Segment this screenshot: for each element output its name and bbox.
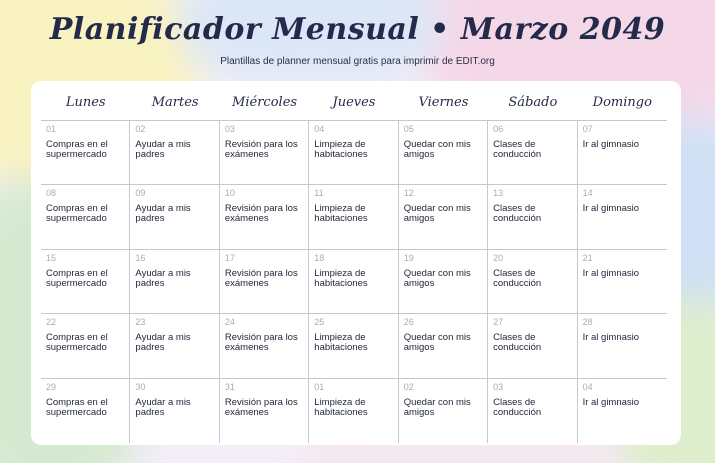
day-number: 19: [403, 252, 414, 263]
day-cell[interactable]: [41, 250, 130, 314]
day-task: Clases de conducción: [493, 139, 542, 160]
day-cell[interactable]: [578, 250, 667, 314]
day-task: Ayudar a mis padres: [135, 396, 191, 418]
day-number: 15: [46, 252, 57, 263]
day-task: Ir al gimnasio: [582, 267, 640, 279]
day-cell[interactable]: [41, 379, 130, 443]
day-cell[interactable]: [488, 185, 577, 249]
day-task: Ir al gimnasio: [582, 396, 640, 408]
day-cell[interactable]: [309, 121, 398, 185]
day-number: 14: [582, 188, 593, 199]
weekday-thursday: Jueves: [332, 95, 376, 110]
day-cell[interactable]: [130, 379, 219, 443]
day-task: Ir al gimnasio: [582, 332, 640, 344]
day-task: Limpieza de habitaciones: [314, 332, 368, 354]
day-number: 21: [582, 252, 593, 263]
day-cell[interactable]: [578, 379, 667, 443]
day-number: 24: [224, 317, 235, 328]
page-title: Planificador Mensual • Marzo 2049: [49, 12, 666, 47]
day-task: Revisión para los exámenes: [224, 203, 298, 225]
day-number: 11: [314, 188, 324, 199]
day-number: 08: [46, 188, 57, 199]
day-number: 02: [403, 381, 414, 392]
day-task: Limpieza de habitaciones: [314, 396, 368, 418]
day-task: Ir al gimnasio: [582, 203, 640, 215]
day-number: 04: [582, 381, 593, 392]
day-cell[interactable]: [399, 314, 488, 378]
day-task: Limpieza de habitaciones: [314, 267, 368, 289]
day-task: Ayudar a mis padres: [135, 267, 191, 289]
day-task: Ayudar a mis padres: [135, 139, 191, 160]
day-task: Quedar con mis amigos: [403, 332, 471, 354]
day-cell[interactable]: [399, 250, 488, 314]
day-cell[interactable]: [130, 314, 219, 378]
day-task: Revisión para los exámenes: [224, 139, 298, 160]
day-cell[interactable]: [488, 250, 577, 314]
day-cell[interactable]: [309, 185, 398, 249]
day-number: 04: [314, 124, 325, 134]
day-number: 09: [135, 188, 146, 199]
day-task: Ayudar a mis padres: [135, 203, 191, 225]
day-cell[interactable]: [220, 314, 309, 378]
day-number: 01: [314, 381, 325, 392]
day-task: Revisión para los exámenes: [224, 332, 298, 354]
day-number: 10: [224, 188, 235, 199]
day-number: 03: [224, 124, 235, 134]
day-cell[interactable]: [41, 314, 130, 378]
weekday-sunday: Domingo: [592, 95, 652, 110]
day-number: 28: [582, 317, 593, 328]
day-task: Ayudar a mis padres: [135, 332, 191, 354]
day-cell[interactable]: [130, 185, 219, 249]
day-cell[interactable]: [41, 121, 130, 185]
day-number: 07: [582, 124, 593, 134]
day-cell[interactable]: [399, 185, 488, 249]
day-number: 05: [403, 124, 414, 134]
day-task: Limpieza de habitaciones: [314, 203, 368, 225]
day-task: Limpieza de habitaciones: [314, 139, 368, 160]
day-task: Clases de conducción: [493, 267, 542, 289]
day-cell[interactable]: [41, 185, 130, 249]
day-task: Compras en el supermercado: [46, 203, 108, 225]
day-cell[interactable]: [220, 121, 309, 185]
day-number: 25: [314, 317, 325, 328]
day-number: 23: [135, 317, 146, 328]
day-cell[interactable]: [130, 250, 219, 314]
day-task: Revisión para los exámenes: [224, 396, 298, 418]
day-cell[interactable]: [488, 121, 577, 185]
weekday-friday: Viernes: [418, 95, 469, 110]
weekday-saturday: Sábado: [508, 95, 558, 110]
day-number: 26: [403, 317, 414, 328]
weekday-header-row: [41, 92, 667, 120]
day-number: 02: [135, 124, 146, 134]
day-number: 18: [314, 252, 325, 263]
day-number: 13: [493, 188, 504, 199]
day-cell[interactable]: [220, 185, 309, 249]
day-task: Clases de conducción: [493, 332, 542, 354]
day-number: 12: [403, 188, 414, 199]
day-task: Quedar con mis amigos: [403, 139, 471, 160]
day-task: Quedar con mis amigos: [403, 203, 471, 225]
day-cell[interactable]: [220, 379, 309, 443]
day-cell[interactable]: [399, 379, 488, 443]
day-task: Clases de conducción: [493, 396, 542, 418]
day-task: Quedar con mis amigos: [403, 267, 471, 289]
day-number: 17: [224, 252, 235, 263]
weekday-monday: Lunes: [65, 95, 106, 110]
day-cell[interactable]: [488, 314, 577, 378]
day-number: 03: [493, 381, 504, 392]
day-number: 16: [135, 252, 146, 263]
day-task: Compras en el supermercado: [46, 396, 108, 418]
day-task: Quedar con mis amigos: [403, 396, 471, 418]
day-cell[interactable]: [309, 379, 398, 443]
day-task: Clases de conducción: [493, 203, 542, 225]
weekday-wednesday: Miércoles: [232, 95, 298, 110]
day-cell[interactable]: [578, 121, 667, 185]
day-cell[interactable]: [578, 185, 667, 249]
day-task: Compras en el supermercado: [46, 332, 108, 354]
day-task: Compras en el supermercado: [46, 267, 108, 289]
page-subtitle: Plantillas de planner mensual gratis para imprimir de EDIT.org: [220, 56, 495, 67]
day-number: 06: [493, 124, 504, 134]
day-task: Compras en el supermercado: [46, 139, 108, 160]
day-number: 31: [224, 381, 235, 392]
day-cell[interactable]: [309, 314, 398, 378]
day-cell[interactable]: [130, 121, 219, 185]
day-cell[interactable]: [488, 379, 577, 443]
day-number: 29: [46, 381, 57, 392]
day-number: 27: [493, 317, 504, 328]
day-number: 20: [493, 252, 504, 263]
day-cell[interactable]: [309, 250, 398, 314]
day-cell[interactable]: [578, 314, 667, 378]
day-task: Ir al gimnasio: [582, 139, 640, 150]
day-number: 30: [135, 381, 146, 392]
weekday-tuesday: Martes: [151, 95, 199, 110]
day-number: 01: [46, 124, 57, 134]
calendar-grid: [41, 120, 667, 443]
day-cell[interactable]: [399, 121, 488, 185]
day-cell[interactable]: [220, 250, 309, 314]
day-task: Revisión para los exámenes: [224, 267, 298, 289]
day-number: 22: [46, 317, 57, 328]
